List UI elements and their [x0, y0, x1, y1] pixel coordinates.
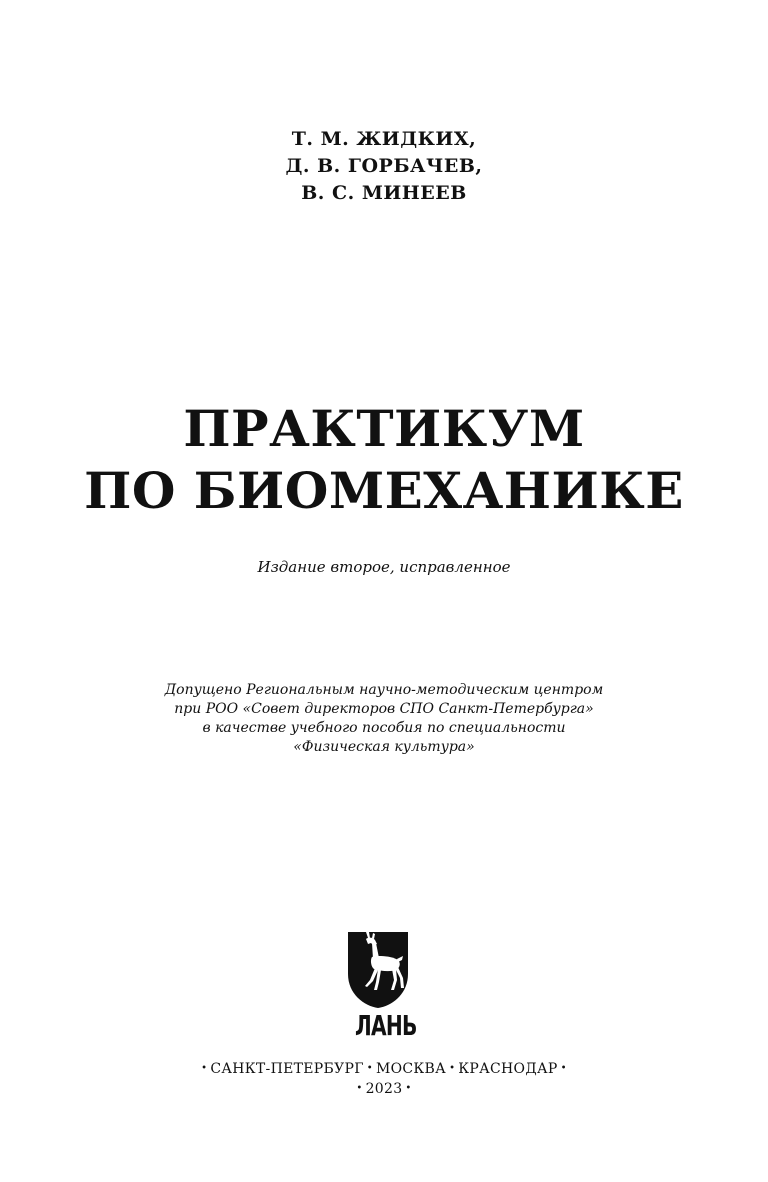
- city-3: КРАСНОДАР: [458, 1061, 558, 1077]
- authors-block: [0, 126, 768, 207]
- author-1: Т. М. ЖИДКИХ,: [291, 128, 477, 150]
- separator-dot: •: [449, 1063, 456, 1074]
- author-3: В. С. МИНЕЕВ: [301, 182, 467, 204]
- publisher-logo-text: ЛАНЬ: [354, 1009, 417, 1042]
- separator-dot: •: [366, 1063, 373, 1074]
- title-line-2: ПО БИОМЕХАНИКЕ: [84, 461, 684, 520]
- approval-line-2: при РОО «Совет директоров СПО Санкт-Петербурга»: [174, 701, 594, 717]
- edition-note: Издание второе, исправленное: [257, 558, 511, 576]
- approval-line-1: Допущено Региональным научно-методическим центром: [164, 682, 604, 698]
- approval-line-3: в качестве учебного пособия по специальности: [202, 720, 566, 736]
- title-line-1: ПРАКТИКУМ: [183, 399, 585, 458]
- publisher-cities: [0, 1059, 768, 1079]
- separator-dot: •: [405, 1083, 412, 1094]
- publication-year: 2023: [365, 1081, 403, 1097]
- publisher-imprint: [0, 1059, 768, 1099]
- publication-year-line: [0, 1079, 768, 1099]
- separator-dot: •: [560, 1063, 567, 1074]
- approval-statement: [0, 681, 768, 757]
- separator-dot: •: [356, 1083, 363, 1094]
- approval-line-4: «Физическая культура»: [293, 739, 475, 755]
- city-1: САНКТ-ПЕТЕРБУРГ: [210, 1061, 364, 1077]
- author-2: Д. В. ГОРБАЧЕВ,: [285, 155, 483, 177]
- book-title: [0, 398, 768, 522]
- separator-dot: •: [201, 1063, 208, 1074]
- city-2: МОСКВА: [376, 1061, 447, 1077]
